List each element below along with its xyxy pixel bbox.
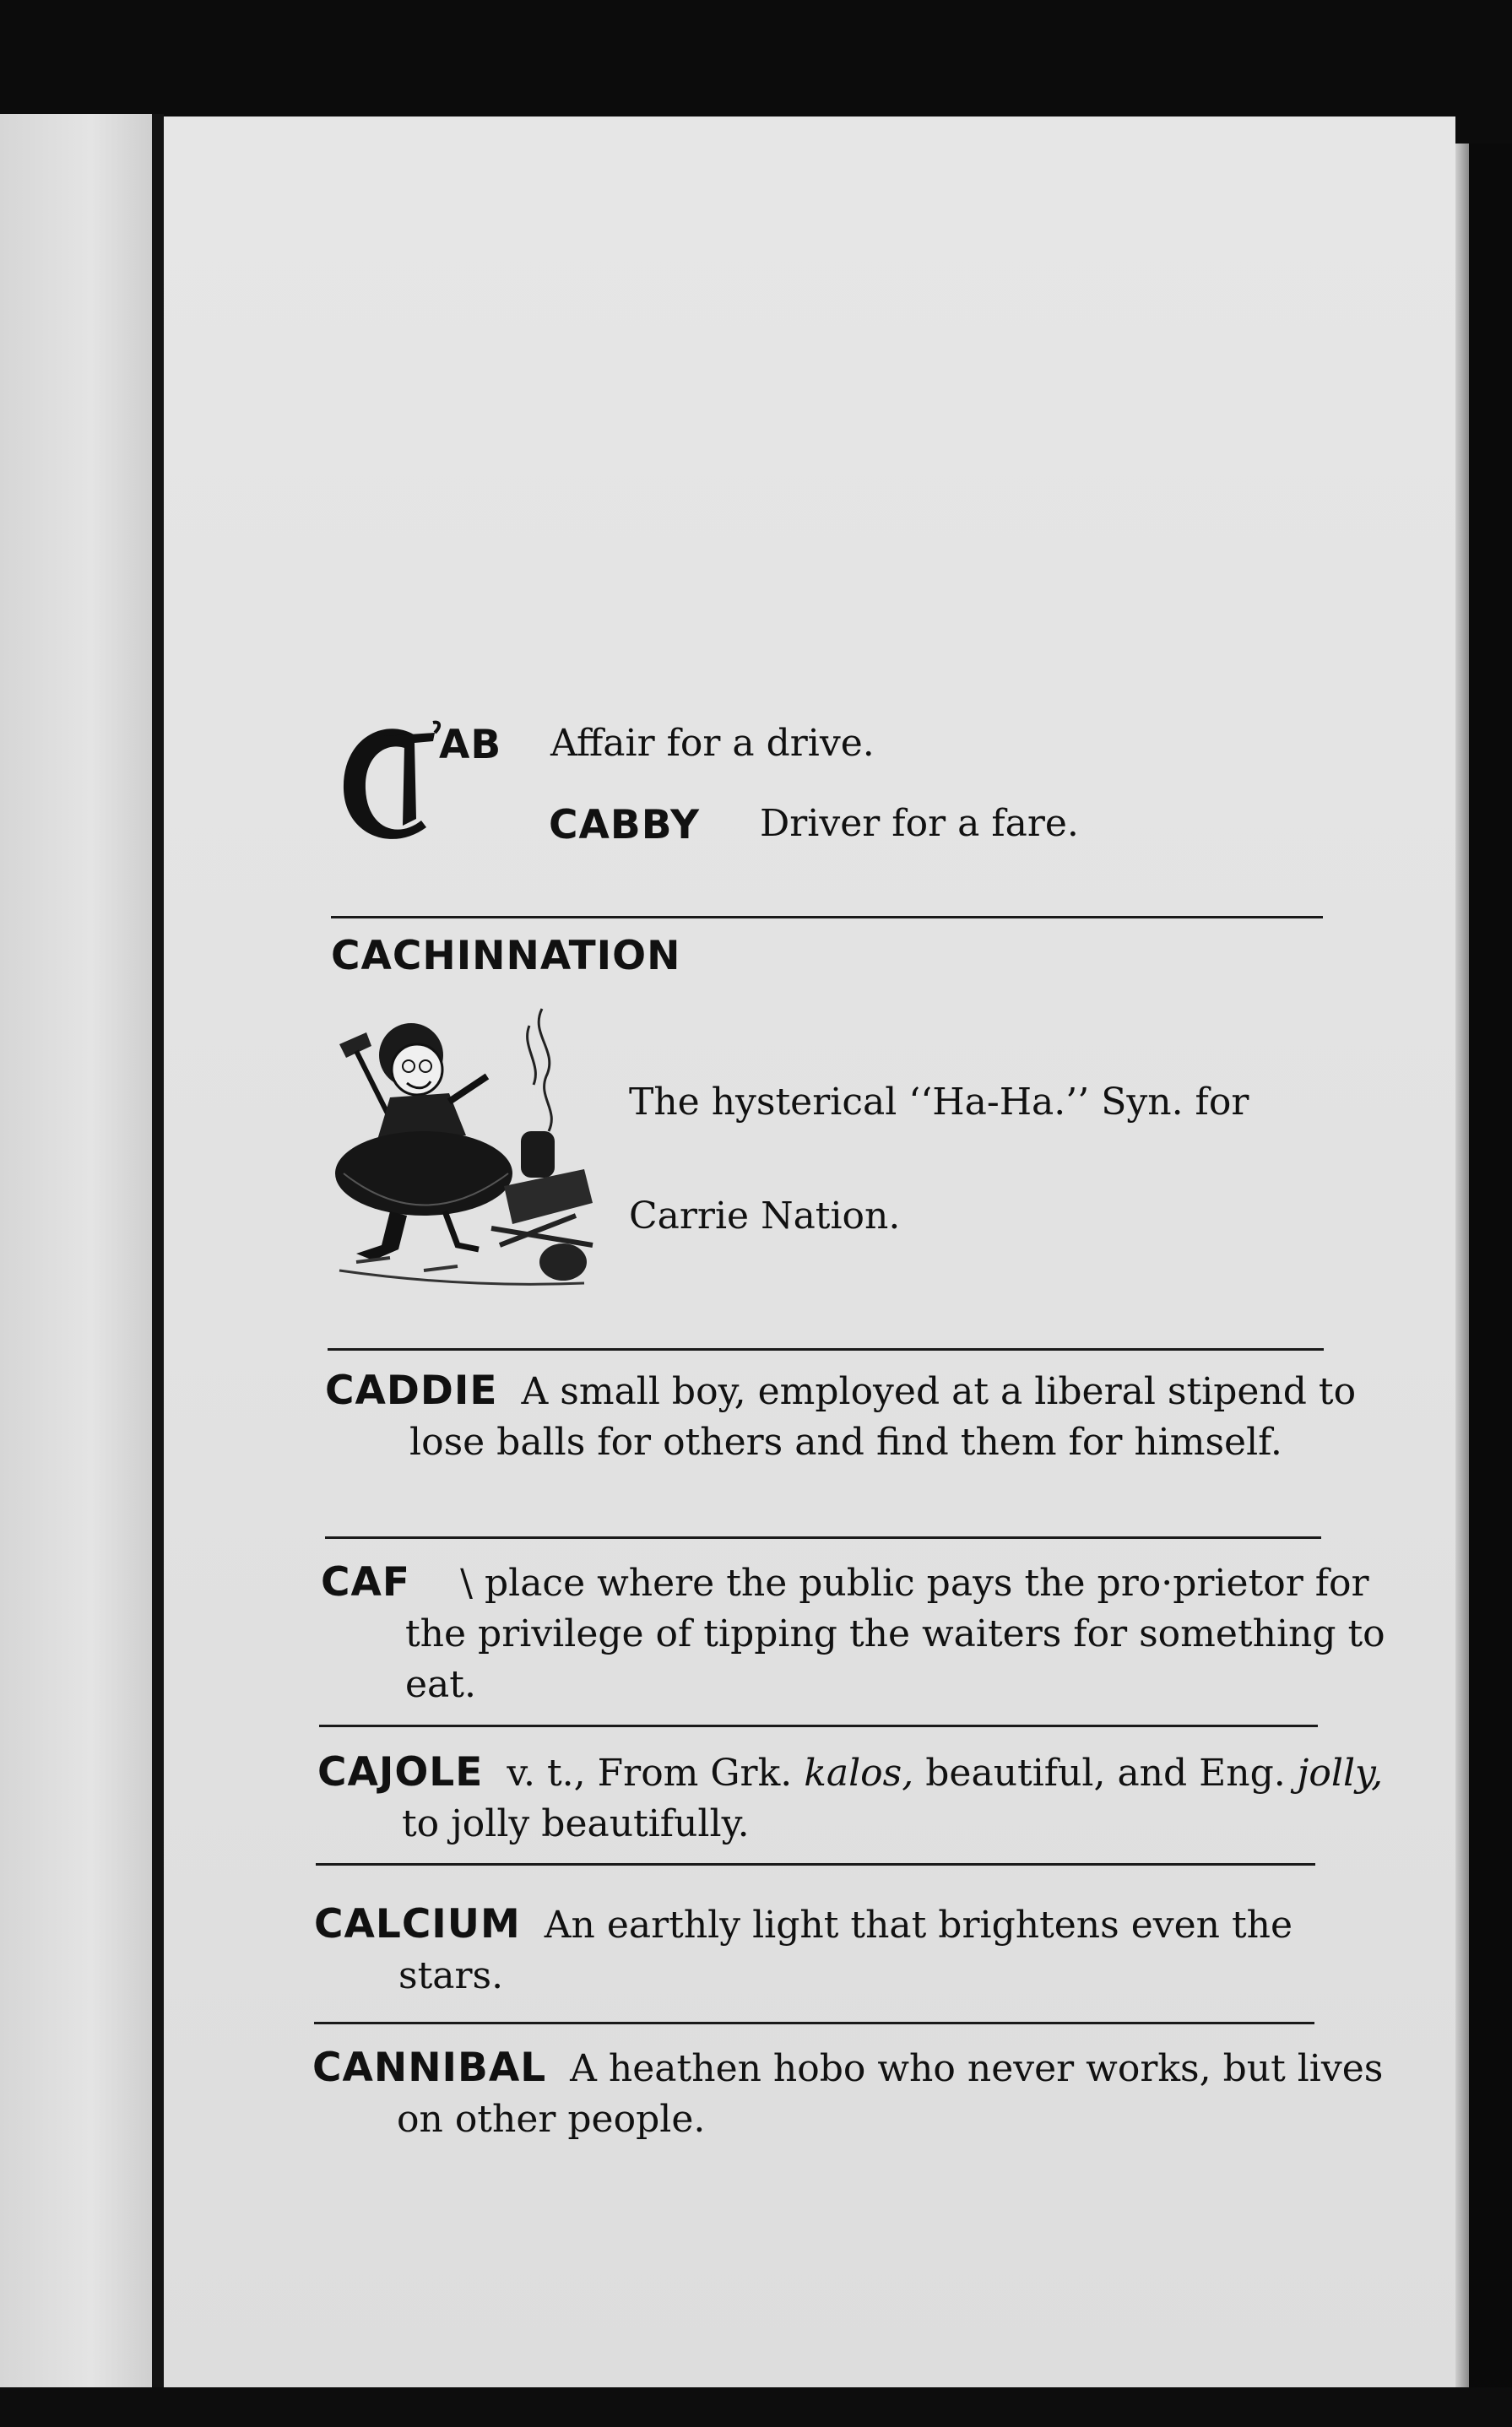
- right-page-edge: [1455, 144, 1512, 2427]
- book-gutter: [152, 114, 164, 2427]
- cannibal-entry: [312, 2043, 1401, 2145]
- cab-headword: AB: [439, 722, 502, 768]
- cajole-definition-part: v. t., From Grk.: [507, 1752, 793, 1795]
- cafe-definition: \ place where the public pays the pro·prietor for the privilege of tipping the waiters for something to eat.: [405, 1562, 1385, 1706]
- cachinnation-definition-line1: The hysterical ‘‘Ha-Ha.’’ Syn. for: [629, 1081, 1249, 1124]
- cafe-entry: [321, 1558, 1410, 1710]
- divider-rule: [319, 1725, 1318, 1727]
- divider-rule: [325, 1536, 1321, 1539]
- calcium-definition: An earthly light that brightens even the stars.: [398, 1904, 1293, 1997]
- drop-cap-c: [333, 718, 443, 853]
- divider-rule: [314, 2022, 1314, 2024]
- cajole-entry: [317, 1747, 1406, 1850]
- caddie-headword: CADDIE: [325, 1368, 498, 1414]
- bottom-scan-edge: [0, 2387, 1512, 2427]
- cabby-headword: CABBY: [549, 802, 700, 848]
- cannibal-headword: CANNIBAL: [312, 2045, 547, 2091]
- cajole-definition-italic: jolly,: [1297, 1752, 1384, 1795]
- previous-page-edge: [0, 114, 152, 2427]
- cachinnation-headword: CACHINNATION: [331, 933, 681, 979]
- divider-rule: [328, 1348, 1324, 1351]
- calcium-headword: CALCIUM: [314, 1901, 521, 1948]
- cab-definition: Affair for a drive.: [550, 722, 875, 765]
- cajole-definition-part: beautiful, and Eng.: [925, 1752, 1286, 1795]
- cabby-definition: Driver for a fare.: [760, 802, 1079, 845]
- cafe-headword: CAF: [321, 1559, 437, 1606]
- divider-rule: [331, 916, 1323, 918]
- caddie-definition: A small boy, employed at a liberal stipend to lose balls for others and find them for himself.: [409, 1370, 1357, 1464]
- calcium-entry: [314, 1899, 1403, 2002]
- cachinnation-definition-line2: Carrie Nation.: [629, 1195, 901, 1238]
- cajole-headword: CAJOLE: [317, 1749, 484, 1796]
- cajole-definition-part: to jolly beautifully.: [402, 1802, 750, 1845]
- caddie-entry: [325, 1366, 1414, 1468]
- cannibal-definition: A heathen hobo who never works, but lives on other people.: [397, 2047, 1384, 2141]
- carrie-nation-cartoon-illustration: [331, 992, 610, 1304]
- cajole-definition-italic: kalos,: [804, 1752, 914, 1795]
- divider-rule: [316, 1863, 1315, 1866]
